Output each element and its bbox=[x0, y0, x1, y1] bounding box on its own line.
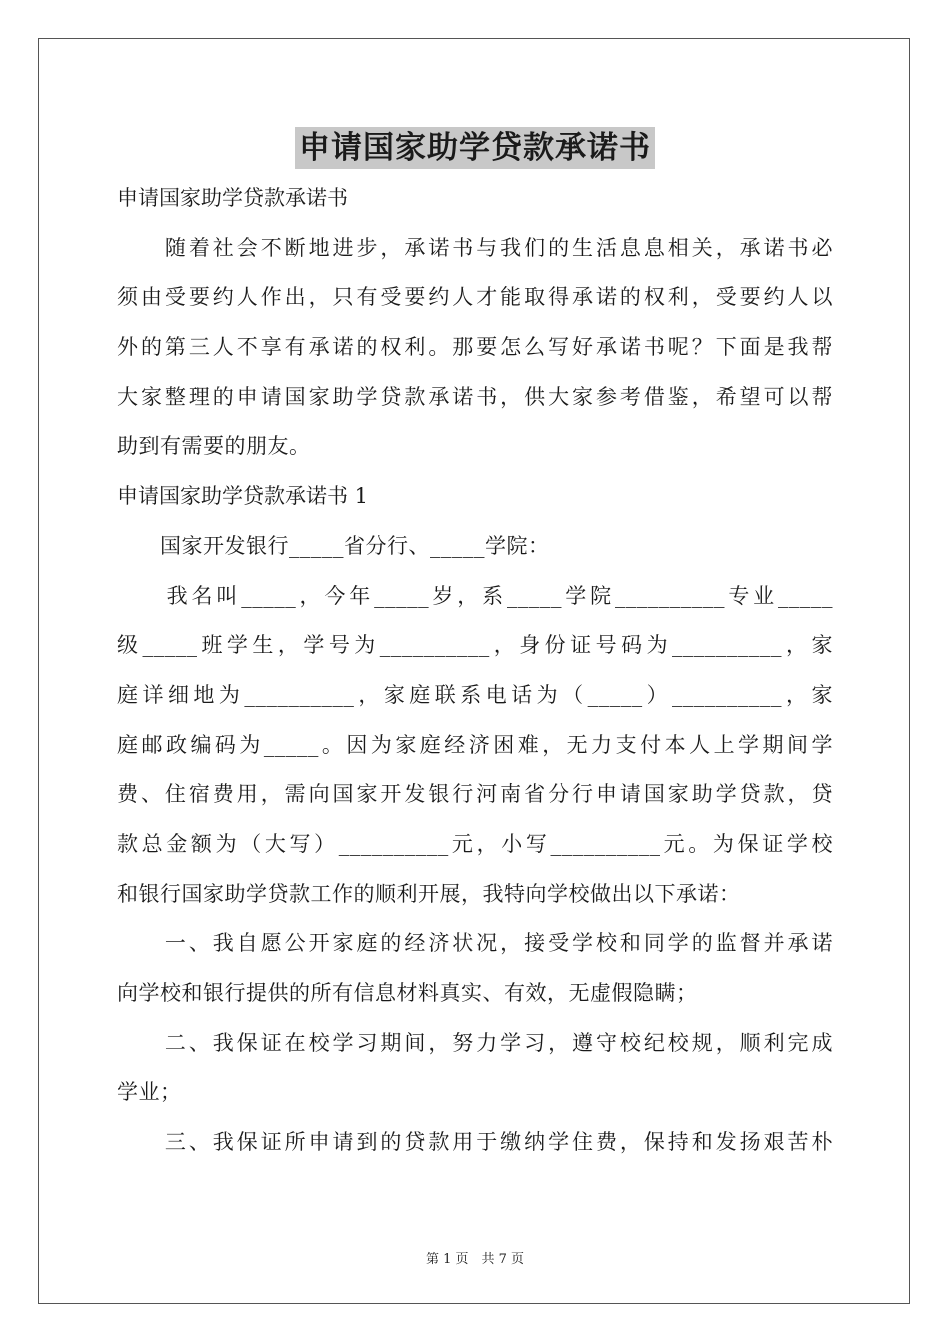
section-heading: 申请国家助学贷款承诺书 1 bbox=[117, 484, 369, 509]
paragraph-line: 大家整理的申请国家助学贷款承诺书，供大家参考借鉴，希望可以帮 bbox=[117, 384, 833, 409]
paragraph-line: 学业； bbox=[117, 1080, 182, 1105]
page-footer bbox=[0, 1248, 950, 1267]
paragraph-line: 我名叫_____，今年_____岁，系_____学院__________专业_____ bbox=[117, 583, 833, 608]
paragraph-line: 三、我保证所申请到的贷款用于缴纳学住费，保持和发扬艰苦朴 bbox=[117, 1130, 833, 1155]
paragraph-line: 庭详细地为__________，家庭联系电话为（_____）__________，家 bbox=[117, 682, 833, 707]
page-number: 第 1 页 共 7 页 bbox=[425, 1252, 525, 1267]
paragraph-line: 二、我保证在校学习期间，努力学习，遵守校纪校规，顺利完成 bbox=[117, 1030, 833, 1055]
section-heading: 申请国家助学贷款承诺书 bbox=[117, 186, 348, 210]
paragraph-line: 向学校和银行提供的所有信息材料真实、有效，无虚假隐瞒； bbox=[117, 981, 698, 1005]
paragraph-line: 随着社会不断地进步，承诺书与我们的生活息息相关，承诺书必 bbox=[117, 235, 833, 260]
paragraph-line: 款总金额为（大写）__________元，小写__________元。为保证学校 bbox=[117, 831, 833, 856]
paragraph-line: 助到有需要的朋友。 bbox=[117, 434, 311, 459]
paragraph-line: 须由受要约人作出，只有受要约人才能取得承诺的权利，受要约人以 bbox=[117, 285, 833, 310]
paragraph-line: 费、住宿费用，需向国家开发银行河南省分行申请国家助学贷款，贷 bbox=[117, 782, 833, 807]
paragraph-line: 和银行国家助学贷款工作的顺利开展，我特向学校做出以下承诺： bbox=[117, 881, 741, 906]
paragraph-line: 国家开发银行_____省分行、_____学院： bbox=[117, 533, 550, 558]
paragraph-line: 级_____班学生，学号为__________，身份证号码为__________，家 bbox=[117, 633, 833, 658]
paragraph-line: 庭邮政编码为_____。因为家庭经济困难，无力支付本人上学期间学 bbox=[117, 732, 833, 757]
paragraph-line: 外的第三人不享有承诺的权利。那要怎么写好承诺书呢？下面是我帮 bbox=[117, 335, 833, 360]
title-area bbox=[0, 127, 950, 169]
paragraph-line: 一、我自愿公开家庭的经济状况，接受学校和同学的监督并承诺 bbox=[117, 931, 833, 956]
document-title: 申请国家助学贷款承诺书 bbox=[295, 127, 655, 169]
document-body bbox=[117, 174, 833, 1168]
